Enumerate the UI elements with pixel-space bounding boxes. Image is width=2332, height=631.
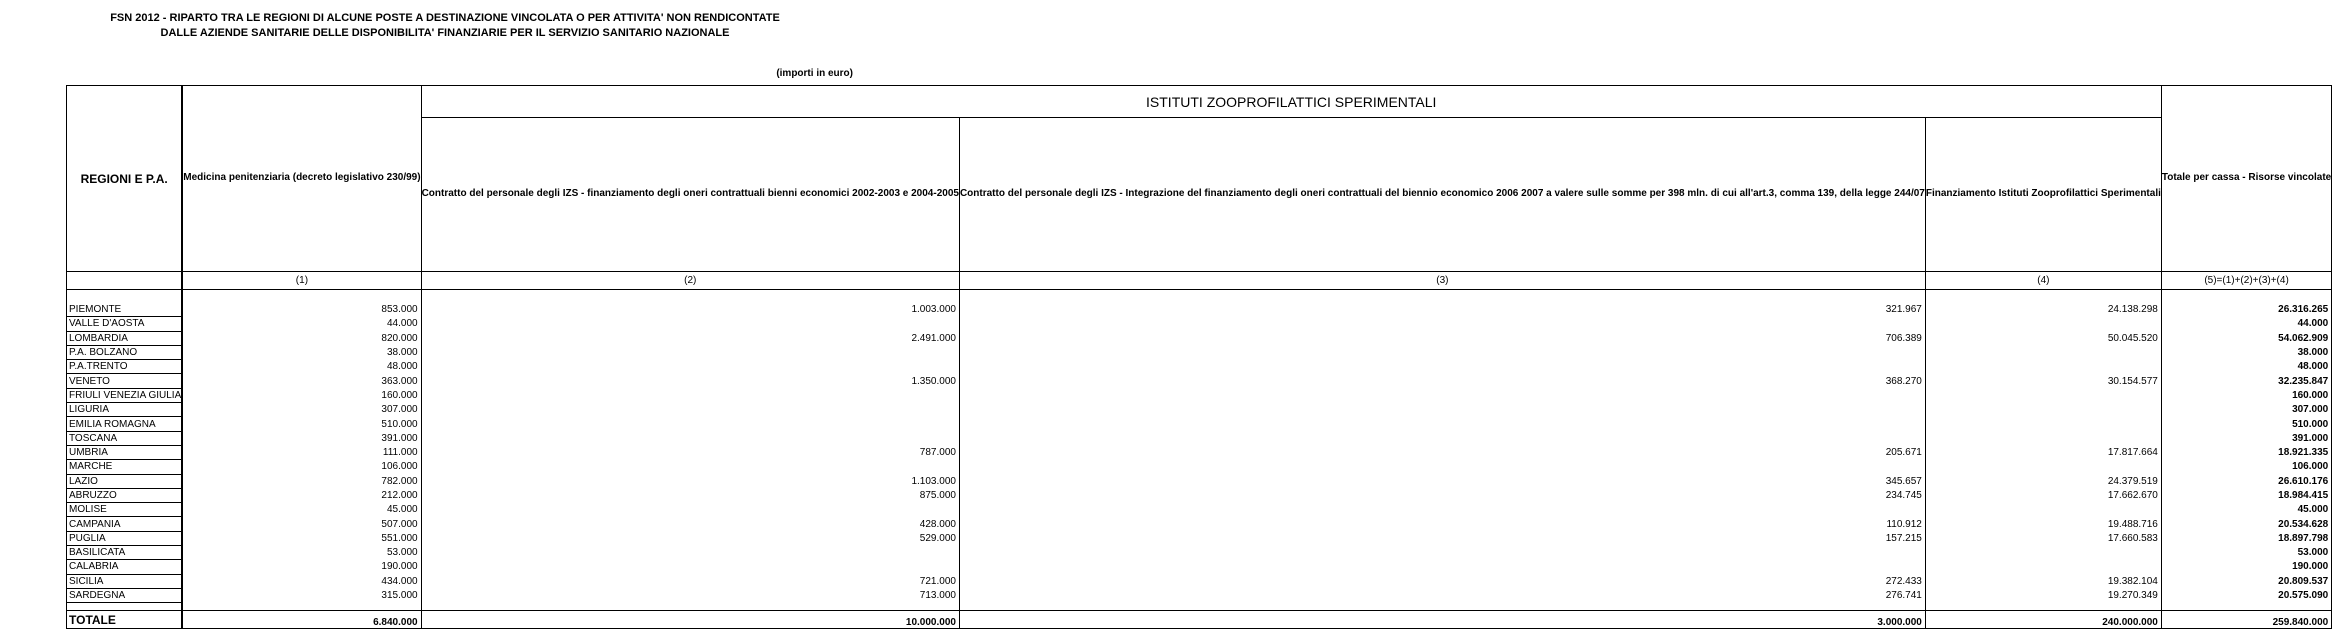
- value-col2: [421, 403, 959, 417]
- value-col5-total: 45.000: [2161, 503, 2331, 517]
- value-col5-total: 32.235.847: [2161, 374, 2331, 388]
- value-col1: 44.000: [183, 317, 421, 331]
- col-number-3: (3): [959, 272, 1925, 290]
- header-col1: Medicina penitenziaria (decreto legislativo 230/99): [183, 86, 421, 272]
- value-col2: [421, 360, 959, 374]
- value-col5-total: 391.000: [2161, 431, 2331, 445]
- value-col3: 345.657: [959, 474, 1925, 488]
- value-col2: [421, 317, 959, 331]
- value-col1: 434.000: [183, 574, 421, 588]
- report-title-line2: DALLE AZIENDE SANITARIE DELLE DISPONIBILITA' FINANZIARIE PER IL SERVIZIO SANITARIO NAZIONALE: [160, 27, 730, 39]
- col-number-1: (1): [183, 272, 421, 290]
- value-col3: 321.967: [959, 303, 1925, 317]
- value-col5-total: 18.984.415: [2161, 488, 2331, 502]
- total-label: TOTALE: [67, 611, 182, 629]
- value-col5-total: 26.610.176: [2161, 474, 2331, 488]
- region-name: P.A.TRENTO: [67, 360, 182, 374]
- value-col3: 234.745: [959, 488, 1925, 502]
- total-row: [67, 611, 2332, 629]
- value-col2: 721.000: [421, 574, 959, 588]
- table-row: [67, 317, 2332, 331]
- table-row: [67, 531, 2332, 545]
- value-col5-total: 54.062.909: [2161, 331, 2331, 345]
- header-regions: REGIONI E P.A.: [67, 86, 182, 272]
- value-col2: [421, 345, 959, 359]
- value-col1: 853.000: [183, 303, 421, 317]
- value-col1: 190.000: [183, 560, 421, 574]
- value-col3: [959, 403, 1925, 417]
- value-col1: 48.000: [183, 360, 421, 374]
- value-col2: [421, 460, 959, 474]
- unit-note: (importi in euro): [776, 68, 853, 79]
- table-row: [67, 445, 2332, 459]
- value-col5-total: 20.809.537: [2161, 574, 2331, 588]
- value-col4: 24.379.519: [1925, 474, 2161, 488]
- value-col3: [959, 388, 1925, 402]
- value-col2: 1.350.000: [421, 374, 959, 388]
- value-col2: [421, 431, 959, 445]
- allocation-table: [66, 85, 2332, 629]
- value-col5-total: 44.000: [2161, 317, 2331, 331]
- total-col1: 6.840.000: [183, 611, 421, 629]
- value-col1: 315.000: [183, 588, 421, 602]
- value-col5-total: 510.000: [2161, 417, 2331, 431]
- value-col4: 19.270.349: [1925, 588, 2161, 602]
- region-name: LOMBARDIA: [67, 331, 182, 345]
- value-col2: [421, 503, 959, 517]
- value-col4: 17.662.670: [1925, 488, 2161, 502]
- table-body: [67, 303, 2332, 603]
- region-name: CAMPANIA: [67, 517, 182, 531]
- value-col4: 19.488.716: [1925, 517, 2161, 531]
- table-row: [67, 560, 2332, 574]
- table-row: [67, 460, 2332, 474]
- value-col5-total: 53.000: [2161, 546, 2331, 560]
- value-col1: 212.000: [183, 488, 421, 502]
- table-row: [67, 417, 2332, 431]
- table-row: [67, 345, 2332, 359]
- region-name: VALLE D'AOSTA: [67, 317, 182, 331]
- value-col4: 17.817.664: [1925, 445, 2161, 459]
- value-col3: [959, 546, 1925, 560]
- value-col4: [1925, 431, 2161, 445]
- value-col1: 391.000: [183, 431, 421, 445]
- value-col2: [421, 546, 959, 560]
- region-name: LIGURIA: [67, 403, 182, 417]
- value-col5-total: 26.316.265: [2161, 303, 2331, 317]
- value-col2: 529.000: [421, 531, 959, 545]
- value-col4: 24.138.298: [1925, 303, 2161, 317]
- value-col5-total: 190.000: [2161, 560, 2331, 574]
- table-row: [67, 503, 2332, 517]
- value-col3: [959, 317, 1925, 331]
- value-col1: 106.000: [183, 460, 421, 474]
- value-col5-total: 20.534.628: [2161, 517, 2331, 531]
- value-col2: 2.491.000: [421, 331, 959, 345]
- table-row: [67, 403, 2332, 417]
- value-col2: 1.003.000: [421, 303, 959, 317]
- value-col5-total: 20.575.090: [2161, 588, 2331, 602]
- value-col3: [959, 345, 1925, 359]
- value-col5-total: 18.897.798: [2161, 531, 2331, 545]
- table-row: [67, 431, 2332, 445]
- value-col3: 110.912: [959, 517, 1925, 531]
- value-col5-total: 106.000: [2161, 460, 2331, 474]
- value-col5-total: 48.000: [2161, 360, 2331, 374]
- header-col3: Contratto del personale degli IZS - Integrazione del finanziamento degli oneri contrattuali del biennio economico 2006 2007 a valere sulle somme per 398 mln. di cui all'art.3, comma 139, della legge 244/07: [959, 118, 1925, 272]
- value-col5-total: 307.000: [2161, 403, 2331, 417]
- value-col3: 205.671: [959, 445, 1925, 459]
- value-col1: 38.000: [183, 345, 421, 359]
- table-row: [67, 488, 2332, 502]
- value-col4: [1925, 560, 2161, 574]
- value-col3: 276.741: [959, 588, 1925, 602]
- header-col2: Contratto del personale degli IZS - finanziamento degli oneri contrattuali bienni economici 2002-2003 e 2004-2005: [421, 118, 959, 272]
- value-col1: 53.000: [183, 546, 421, 560]
- total-col5: 259.840.000: [2161, 611, 2331, 629]
- header-izs-group: ISTITUTI ZOOPROFILATTICI SPERIMENTALI: [421, 86, 2161, 118]
- value-col1: 782.000: [183, 474, 421, 488]
- region-name: P.A. BOLZANO: [67, 345, 182, 359]
- table-row: [67, 331, 2332, 345]
- col-number-4: (4): [1925, 272, 2161, 290]
- region-name: ABRUZZO: [67, 488, 182, 502]
- value-col1: 510.000: [183, 417, 421, 431]
- region-name: PIEMONTE: [67, 303, 182, 317]
- region-name: LAZIO: [67, 474, 182, 488]
- table-row: [67, 360, 2332, 374]
- value-col4: 17.660.583: [1925, 531, 2161, 545]
- value-col5-total: 18.921.335: [2161, 445, 2331, 459]
- value-col3: 706.389: [959, 331, 1925, 345]
- value-col3: 157.215: [959, 531, 1925, 545]
- value-col4: 19.382.104: [1925, 574, 2161, 588]
- value-col1: 160.000: [183, 388, 421, 402]
- value-col1: 551.000: [183, 531, 421, 545]
- table-row: [67, 474, 2332, 488]
- value-col2: [421, 417, 959, 431]
- value-col1: 820.000: [183, 331, 421, 345]
- value-col4: [1925, 317, 2161, 331]
- col-number-2: (2): [421, 272, 959, 290]
- table-row: [67, 588, 2332, 602]
- table-row: [67, 374, 2332, 388]
- total-col3: 3.000.000: [959, 611, 1925, 629]
- value-col1: 307.000: [183, 403, 421, 417]
- table-row: [67, 574, 2332, 588]
- value-col3: [959, 417, 1925, 431]
- value-col4: [1925, 503, 2161, 517]
- value-col3: 368.270: [959, 374, 1925, 388]
- value-col2: 428.000: [421, 517, 959, 531]
- value-col1: 363.000: [183, 374, 421, 388]
- col-number-regions: [67, 272, 182, 290]
- value-col2: [421, 388, 959, 402]
- col-number-5: (5)=(1)+(2)+(3)+(4): [2161, 272, 2331, 290]
- region-name: MARCHE: [67, 460, 182, 474]
- total-col4: 240.000.000: [1925, 611, 2161, 629]
- value-col2: 713.000: [421, 588, 959, 602]
- region-name: EMILIA ROMAGNA: [67, 417, 182, 431]
- region-name: SARDEGNA: [67, 588, 182, 602]
- value-col3: [959, 431, 1925, 445]
- value-col3: [959, 460, 1925, 474]
- value-col4: [1925, 345, 2161, 359]
- header-col5: Totale per cassa - Risorse vincolate: [2161, 86, 2331, 272]
- value-col3: [959, 503, 1925, 517]
- value-col2: 875.000: [421, 488, 959, 502]
- value-col1: 45.000: [183, 503, 421, 517]
- value-col4: 30.154.577: [1925, 374, 2161, 388]
- value-col4: [1925, 417, 2161, 431]
- value-col3: [959, 360, 1925, 374]
- total-col2: 10.000.000: [421, 611, 959, 629]
- table-row: [67, 388, 2332, 402]
- value-col2: 1.103.000: [421, 474, 959, 488]
- value-col5-total: 160.000: [2161, 388, 2331, 402]
- table-row: [67, 303, 2332, 317]
- value-col4: [1925, 460, 2161, 474]
- region-name: FRIULI VENEZIA GIULIA: [67, 388, 182, 402]
- region-name: CALABRIA: [67, 560, 182, 574]
- table-row: [67, 517, 2332, 531]
- region-name: UMBRIA: [67, 445, 182, 459]
- header-col4: Finanziamento Istituti Zooprofilattici Sperimentali: [1925, 118, 2161, 272]
- region-name: PUGLIA: [67, 531, 182, 545]
- region-name: MOLISE: [67, 503, 182, 517]
- value-col2: 787.000: [421, 445, 959, 459]
- report-title-line1: FSN 2012 - RIPARTO TRA LE REGIONI DI ALCUNE POSTE A DESTINAZIONE VINCOLATA O PER ATTIVITA' NON RENDICONTATE: [110, 12, 780, 24]
- value-col1: 507.000: [183, 517, 421, 531]
- region-name: VENETO: [67, 374, 182, 388]
- region-name: BASILICATA: [67, 546, 182, 560]
- value-col4: [1925, 546, 2161, 560]
- value-col4: [1925, 388, 2161, 402]
- value-col2: [421, 560, 959, 574]
- value-col4: 50.045.520: [1925, 331, 2161, 345]
- region-name: SICILIA: [67, 574, 182, 588]
- value-col1: 111.000: [183, 445, 421, 459]
- region-name: TOSCANA: [67, 431, 182, 445]
- value-col4: [1925, 360, 2161, 374]
- value-col3: 272.433: [959, 574, 1925, 588]
- value-col5-total: 38.000: [2161, 345, 2331, 359]
- value-col4: [1925, 403, 2161, 417]
- value-col3: [959, 560, 1925, 574]
- table-row: [67, 546, 2332, 560]
